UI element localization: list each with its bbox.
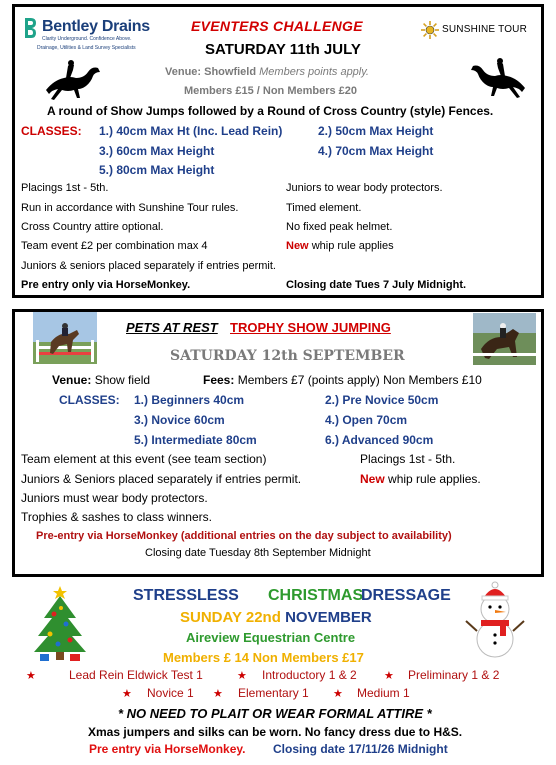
sun-icon [421, 21, 439, 39]
rule-note: Run in accordance with Sunshine Tour rules. [21, 202, 239, 214]
class-item: 1.) 40cm Max Ht (Inc. Lead Rein) [99, 124, 283, 138]
star-icon: ★ [26, 670, 36, 682]
rule-note: No fixed peak helmet. [286, 221, 393, 233]
whip-rule-text: whip rule applies [311, 240, 394, 252]
class-item: 2.) Pre Novice 50cm [325, 393, 439, 407]
dressage-class: Elementary 1 [238, 686, 309, 700]
class-item: 1.) Beginners 40cm [134, 393, 245, 407]
dressage-title-part: CHRISTMAS [268, 587, 364, 604]
classes-label: CLASSES: [59, 393, 120, 407]
venue-value: Show field [94, 373, 151, 387]
rule-note: Team element at this event (see team section) [21, 452, 267, 466]
xmas-dress-note: Xmas jumpers and silks can be worn. No fancy dress due to H&S. [88, 725, 463, 739]
date-number: 22nd [245, 609, 281, 626]
closing-date: Closing date Tues 7 July Midnight. [286, 279, 467, 291]
date-day: SUNDAY [180, 609, 242, 626]
christmas-tree-icon [30, 584, 90, 662]
event-title: TROPHY SHOW JUMPING [230, 320, 391, 335]
show-jumping-photo [473, 313, 536, 365]
event-date [180, 609, 372, 626]
pre-entry-note: Pre entry via HorseMonkey. [89, 742, 246, 756]
rule-note: Cross Country attire optional. [21, 221, 164, 233]
star-icon: ★ [213, 688, 223, 700]
star-icon: ★ [333, 688, 343, 700]
venue-label: Venue: Showfield [165, 66, 257, 78]
venue-label: Venue: [52, 373, 92, 387]
class-item: 3.) 60cm Max Height [99, 144, 215, 158]
class-item: 6.) Advanced 90cm [325, 433, 434, 447]
event-title: EVENTERS CHALLENGE [191, 18, 363, 34]
rule-note: Juniors & Seniors placed separately if entries permit. [21, 472, 302, 486]
star-icon: ★ [384, 670, 394, 682]
attire-note: * NO NEED TO PLAIT OR WEAR FORMAL ATTIRE * [118, 706, 432, 721]
dressage-title-part: STRESSLESS [133, 587, 239, 604]
new-label: New [360, 472, 385, 486]
show-jumping-horse-icon [40, 56, 102, 104]
venue-line [165, 66, 369, 78]
classes-label: CLASSES: [21, 124, 82, 138]
show-jumping-horse-icon [469, 54, 529, 102]
rule-note: Timed element. [286, 202, 362, 214]
dressage-class: Introductory 1 & 2 [262, 668, 357, 682]
class-item: 2.) 50cm Max Height [318, 124, 434, 138]
sponsor-logo-tagline: Clarity Underground. Confidence Above. [42, 36, 132, 42]
dressage-class: Lead Rein Eldwick Test 1 [69, 668, 203, 682]
event-date: SATURDAY 11th JULY [205, 41, 361, 58]
rule-note: Placings 1st - 5th. [21, 182, 109, 194]
whip-rule-note [286, 240, 394, 252]
fees-value: Members £7 (points apply) Non Members £10 [237, 373, 482, 387]
rule-note: Team event £2 per combination max 4 [21, 240, 208, 252]
member-prices: Members £ 14 Non Members £17 [163, 650, 364, 665]
class-item: 3.) Novice 60cm [134, 413, 225, 427]
dressage-class: Novice 1 [147, 686, 194, 700]
pre-entry-note: Pre-entry via HorseMonkey (additional entries on the day subject to availability) [36, 530, 452, 542]
show-jumping-photo [33, 312, 97, 364]
event-date: SATURDAY 12th SEPTEMBER [170, 348, 405, 364]
star-icon: ★ [237, 670, 247, 682]
closing-date: Closing date 17/11/26 Midnight [273, 742, 448, 756]
rule-note: Juniors & seniors placed separately if entries permit. [21, 260, 276, 272]
fees-line [203, 373, 482, 387]
venue-note: Members points apply. [259, 66, 369, 78]
sponsor-name: SUNSHINE TOUR [442, 24, 528, 35]
sponsor-logo-subtagline: Drainage, Utilities & Land Survey Specialists [37, 45, 136, 51]
event-description: A round of Show Jumps followed by a Round of Cross Country (style) Fences. [47, 104, 494, 118]
fees-label: Fees: [203, 373, 235, 387]
star-icon: ★ [122, 688, 132, 700]
class-item: 5.) 80cm Max Height [99, 163, 215, 177]
venue-line [52, 373, 150, 387]
date-month: NOVEMBER [285, 609, 372, 626]
rule-note: Juniors must wear body protectors. [21, 491, 208, 505]
class-item: 5.) Intermediate 80cm [134, 433, 257, 447]
dressage-class: Medium 1 [357, 686, 410, 700]
whip-rule-text: whip rule applies. [388, 472, 481, 486]
dressage-class: Preliminary 1 & 2 [408, 668, 500, 682]
whip-rule-note [360, 472, 481, 486]
bentley-drains-logo-icon [24, 17, 37, 39]
new-label: New [286, 240, 309, 252]
venue: Aireview Equestrian Centre [186, 630, 356, 645]
pre-entry-note: Pre entry only via HorseMonkey. [21, 279, 191, 291]
sponsor-logo-name: Bentley Drains [42, 18, 150, 35]
event-title-sponsor: PETS AT REST [126, 320, 218, 335]
rule-note: Trophies & sashes to class winners. [21, 510, 212, 524]
rule-note: Juniors to wear body protectors. [286, 182, 443, 194]
class-item: 4.) 70cm Max Height [318, 144, 434, 158]
class-item: 4.) Open 70cm [325, 413, 408, 427]
placings-note: Placings 1st - 5th. [360, 452, 456, 466]
snowman-icon [464, 581, 526, 661]
closing-date: Closing date Tuesday 8th September Midnight [145, 547, 371, 559]
member-prices: Members £15 / Non Members £20 [184, 85, 358, 97]
dressage-title-part: DRESSAGE [361, 587, 451, 604]
